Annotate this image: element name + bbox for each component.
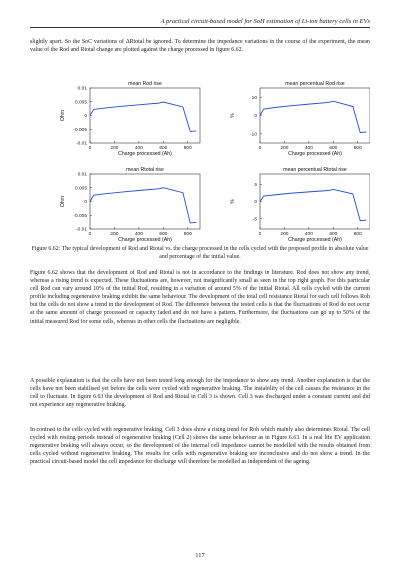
y-tick-label: -0.01 bbox=[76, 141, 87, 147]
y-tick-label: 0 bbox=[84, 114, 87, 120]
x-tick-label: 600 bbox=[329, 146, 338, 151]
x-tick-label: 600 bbox=[329, 232, 338, 237]
y-tick-label: -0.005 bbox=[73, 127, 87, 133]
chart-title: mean percentual Rtotal rise bbox=[283, 167, 347, 173]
x-tick-label: 400 bbox=[304, 146, 313, 151]
y-tick-label: 0 bbox=[254, 200, 257, 206]
x-axis-label: Charge processed (Ah) bbox=[288, 237, 342, 242]
x-axis-label: Charge processed (Ah) bbox=[118, 151, 172, 157]
x-tick-label: 0 bbox=[258, 146, 262, 151]
plot-frame bbox=[260, 88, 370, 143]
paragraph-contrast: In contrast to the cells cycled with regenerative braking, Cell 3 does show a rising trend for Roh which mainly also determines Rtotal. The cell cycled with resting periods instead of regenerative braking (Cell 2) shows the same behaviour as in Figure 6.63. In a real life EV application regenerative braking will always occur, so the development of the internal cell impedance cannot be modelled with the results obtained from cells cycled without regenerative braking. The results for cells with regenerative braking are inconclusive and do not show a trend. In the practical circuit-based model the cell impedance for discharge will therefore be modelled as independent of the ageing. bbox=[30, 427, 370, 466]
y-tick-label: 0 bbox=[84, 200, 87, 206]
chart-title: mean percentual Rod rise bbox=[285, 81, 345, 87]
y-axis-label: % bbox=[230, 113, 236, 118]
chart-title: mean Rtotal rise bbox=[126, 167, 164, 173]
paragraph-intro: slightly apart. So the SoC variations of ΔRtotal be ignored. To determine the impedance variations in the course of the experiment, the mean value of the Rod and Rtotal change are plotted against the charge processed in figure 6.62. bbox=[30, 39, 370, 54]
x-tick-label: 600 bbox=[159, 232, 168, 237]
plot-frame bbox=[90, 174, 200, 229]
chart-title: mean Rod rise bbox=[128, 81, 162, 87]
running-header: A practical circuit-based model for SoH estimation of Li-ion battery cells in EVs bbox=[30, 18, 370, 28]
y-tick-label: -0.01 bbox=[76, 227, 87, 233]
x-tick-label: 200 bbox=[280, 232, 289, 237]
y-tick-label: 0.005 bbox=[74, 100, 87, 106]
y-tick-label: 5 bbox=[254, 183, 257, 189]
x-tick-label: 800 bbox=[183, 232, 192, 237]
page-number: 117 bbox=[195, 552, 205, 559]
y-axis-label: Ohm bbox=[60, 109, 66, 122]
y-tick-label: 0.005 bbox=[74, 186, 87, 192]
x-tick-label: 800 bbox=[183, 146, 192, 151]
x-tick-label: 400 bbox=[304, 232, 313, 237]
x-axis-label: Charge processed (Ah) bbox=[118, 237, 172, 242]
y-tick-label: 0 bbox=[254, 114, 257, 120]
x-tick-label: 0 bbox=[258, 232, 262, 237]
y-tick-label: -0.005 bbox=[73, 213, 87, 219]
x-tick-label: 200 bbox=[110, 232, 119, 237]
x-tick-label: 600 bbox=[159, 146, 168, 151]
y-tick-label: 0.01 bbox=[77, 86, 87, 92]
x-tick-label: 400 bbox=[134, 146, 143, 151]
x-tick-label: 800 bbox=[353, 146, 362, 151]
figure-6-62 bbox=[30, 76, 370, 242]
plot-frame bbox=[90, 88, 200, 143]
plot-frame bbox=[260, 174, 370, 229]
x-tick-label: 0 bbox=[88, 232, 92, 237]
paragraph-explanation: A possible explanation is that the cells have not been tested long enough for the impedance to show any trend. Another explanation is that the cells have not been stabilised yet before the cells were cycled with regenerative braking. The instability of the cell causes the resistance in the cell to fluctuate. In figure 6.63 the development of Rod and Rtotal in Cell 3 is shown. Cell 3 was discharged under a constant current and did not experience any regenerative braking. bbox=[30, 378, 370, 409]
x-tick-label: 400 bbox=[134, 232, 143, 237]
y-axis-label: % bbox=[230, 199, 236, 204]
paragraph-results: Figure 6.62 shows that the development of Rod and Rtotal is not in accordance to the findings in literature. Rod does not show any trend, whereas a rising trend is expected. These fluctuations are, however, not insignificantly small as seen in the top right graph. For this particular cell Rod can vary around 10% of the initial Rod, resulting in a variation of around 5% of the initial Rtotal. All cells cycled with the current profile including regenerative braking exhibit the same behaviour. The development of the total cell resistance Rtotal for each cell follows Roh but the cells do not show a trend in the development of Rod. The difference between the tested cells is that the fluctuations of Rod do not occur at the same amount of charge processed or capacity faded and do not have a pattern. Furthermore, the fluctuations can go up to 50% of the initial measured Rod for some cells, whereas in other cells the fluctuations are negligible. bbox=[30, 270, 370, 325]
y-tick-label: 0.01 bbox=[77, 172, 87, 178]
x-tick-label: 800 bbox=[353, 232, 362, 237]
x-tick-label: 200 bbox=[280, 146, 289, 151]
y-tick-label: -10 bbox=[250, 132, 257, 138]
y-tick-label: 10 bbox=[251, 95, 257, 101]
y-axis-label: Ohm bbox=[60, 195, 66, 208]
x-tick-label: 200 bbox=[110, 146, 119, 151]
x-tick-label: 0 bbox=[88, 146, 92, 151]
y-tick-label: -5 bbox=[252, 217, 257, 223]
figure-caption: Figure 6.62: The typical development of Rod and Rtotal vs. the charge processed in the cells cycled with the proposed profile in absolute value and percentage of the initial value. bbox=[31, 246, 369, 260]
x-axis-label: Charge processed (Ah) bbox=[288, 151, 342, 157]
